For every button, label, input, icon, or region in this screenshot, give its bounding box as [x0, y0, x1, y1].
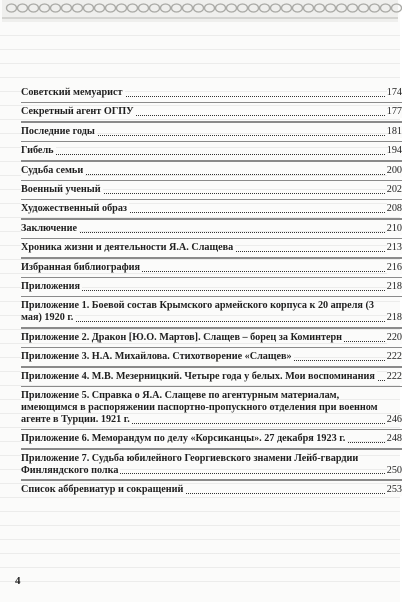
toc-entry — [21, 126, 402, 138]
toc-entry-title — [21, 184, 385, 196]
toc-entry — [21, 184, 402, 196]
toc-entry-page: 246 — [386, 413, 402, 425]
toc-entry-title-text: Гибель — [21, 145, 54, 157]
toc-entry-title-text: Заключение — [21, 222, 77, 234]
separator-rule — [21, 238, 402, 240]
separator-rule — [21, 218, 402, 220]
separator-rule — [21, 479, 402, 481]
toc-entry-title — [21, 87, 385, 99]
toc-entry-title-text: Приложение 3. Н.А. Михайлова. Стихотворение «Слащев» — [21, 351, 292, 363]
toc-entry — [21, 390, 402, 426]
toc-entry-title-text: Художественный образ — [21, 203, 128, 215]
toc-entry-title — [21, 433, 385, 445]
separator-rule — [21, 429, 402, 431]
separator-rule — [21, 296, 402, 298]
toc-entry-title-text: Список аббревиатур и сокращений — [21, 483, 184, 495]
separator-rule — [21, 347, 402, 349]
toc-entry — [21, 300, 402, 324]
toc-entry — [21, 262, 402, 274]
toc-entry-title — [21, 371, 385, 383]
separator-rule — [21, 141, 402, 143]
separator-rule — [21, 386, 402, 388]
separator-rule — [21, 448, 402, 450]
toc-entry — [21, 165, 402, 177]
toc-entry-page: 253 — [386, 483, 402, 495]
toc-entry — [21, 453, 402, 477]
toc-entry-title-text: Советский мемуарист — [21, 87, 123, 98]
toc-entry-title — [21, 351, 385, 363]
toc-entry-title-text: Последние годы — [21, 125, 95, 137]
toc-entry-page: 220 — [386, 331, 402, 343]
toc-entry-page: 210 — [386, 222, 402, 234]
toc-entry-title-text: Приложение 2. Дракон [Ю.О. Мартов]. Слащев – борец за Коминтерн — [21, 331, 343, 343]
separator-rule — [21, 180, 402, 182]
toc-entry-title — [21, 203, 385, 215]
toc-entry — [21, 281, 402, 293]
toc-entry-page: 213 — [386, 242, 402, 254]
toc-entry-title-text: Судьба семьи — [21, 164, 84, 176]
decorative-border — [2, 0, 398, 22]
toc-entry-title — [21, 223, 385, 235]
toc-entry-title — [21, 453, 385, 477]
toc-entry-title — [21, 332, 385, 344]
toc-entry-title-text: Избранная библиография — [21, 261, 141, 273]
toc-entry-title — [21, 390, 385, 426]
toc-entry — [21, 351, 402, 363]
toc-entry-title — [21, 300, 385, 324]
toc-entry-title-text: Приложение 7. Судьба юбилейного Георгиевского знамени Лейб-гвардии Финляндского полка — [21, 452, 359, 476]
toc-entry-title-text: Приложение 6. Меморандум по делу «Корсиканцы». 27 декабря 1923 г. — [21, 433, 346, 445]
toc-entry — [21, 106, 402, 118]
toc-entry-page: 194 — [386, 145, 402, 157]
toc-entry-title-text: Приложения — [21, 281, 81, 293]
toc-entry — [21, 223, 402, 235]
toc-entry-page: 200 — [386, 164, 402, 176]
separator-rule — [21, 277, 402, 279]
toc-entry-title-text: Приложение 5. Справка о Я.А. Слащеве по агентурным материалам, имеющимся в распоряжении паспортно-пропускного отделения при военном агенте в Турции. 1921 г. — [21, 390, 378, 425]
toc-entry-page: 248 — [386, 433, 402, 445]
toc-entry — [21, 87, 402, 99]
toc-entry-page: 208 — [386, 203, 402, 215]
toc-entry-page: 218 — [386, 281, 402, 293]
toc-entry-page: 177 — [386, 106, 402, 118]
toc-entry-page: 222 — [386, 370, 402, 382]
toc-entry — [21, 332, 402, 344]
toc-entry-title-text: Приложение 1. Боевой состав Крымского армейского корпуса к 20 апреля (3 мая) 1920 г. — [21, 300, 374, 324]
toc-entry-page: 202 — [386, 184, 402, 196]
toc-entry-title — [21, 106, 385, 118]
separator-rule — [21, 327, 402, 329]
toc-entry-page: 181 — [386, 125, 402, 137]
toc-entry-title — [21, 242, 385, 254]
toc-entry-title — [21, 262, 385, 274]
toc-entry — [21, 203, 402, 215]
separator-rule — [21, 366, 402, 368]
toc-entry-page: 174 — [386, 87, 402, 98]
toc-entry — [21, 242, 402, 254]
separator-rule — [21, 257, 402, 259]
toc-entry-page: 218 — [386, 312, 402, 324]
toc-entry — [21, 484, 402, 496]
toc-entry-page: 216 — [386, 261, 402, 273]
toc-entry-title-text: Военный ученый — [21, 184, 101, 196]
toc-entry-title-text: Хроника жизни и деятельности Я.А. Слащева — [21, 242, 234, 254]
toc-entry-page: 222 — [386, 351, 402, 363]
toc-entry-title — [21, 145, 385, 157]
page-number: 4 — [15, 575, 21, 587]
separator-rule — [21, 102, 402, 104]
toc-entry-title-text: Секретный агент ОГПУ — [21, 106, 134, 118]
toc-entry — [21, 145, 402, 157]
toc-entry-title — [21, 484, 385, 496]
toc-entry-title-text: Приложение 4. М.В. Мезерницкий. Четыре года у белых. Мои воспоминания — [21, 370, 375, 382]
toc-entry — [21, 433, 402, 445]
toc-entry-title — [21, 165, 385, 177]
table-of-contents — [21, 87, 402, 496]
toc-entry — [21, 371, 402, 383]
separator-rule — [21, 121, 402, 123]
toc-entry-page: 250 — [386, 464, 402, 476]
toc-entry-title — [21, 281, 385, 293]
toc-entry-title — [21, 126, 385, 138]
separator-rule — [21, 199, 402, 201]
separator-rule — [21, 160, 402, 162]
